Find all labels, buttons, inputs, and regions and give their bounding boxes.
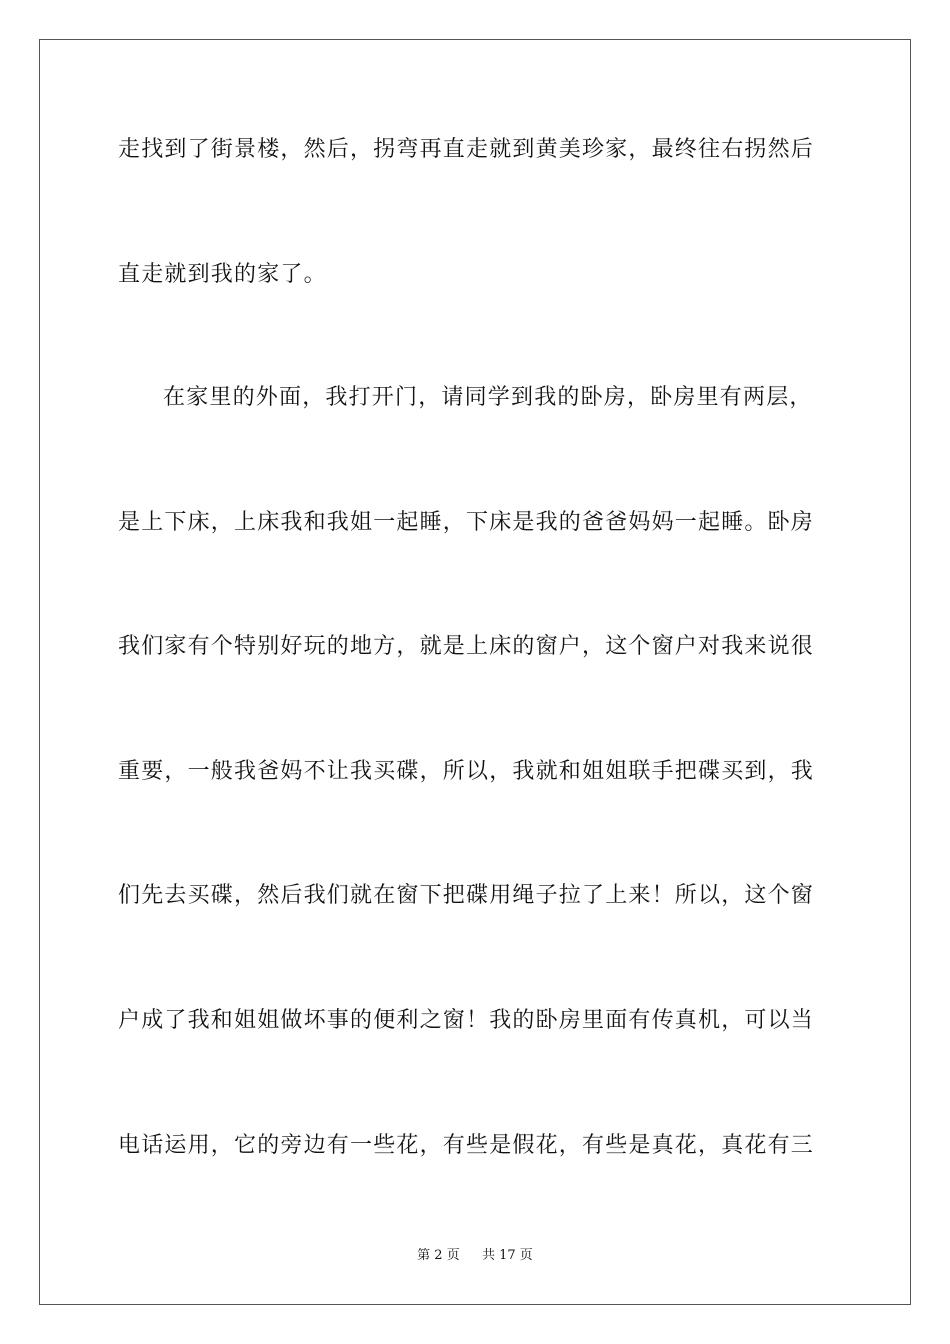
- text-line-4: 是上下床，上床我和我姐一起睡，下床是我的爸爸妈妈一起睡。卧房: [118, 510, 815, 535]
- text-line-8: 户成了我和姐姐做坏事的便利之窗！我的卧房里面有传真机，可以当: [118, 1008, 815, 1033]
- text-line-5: 我们家有个特别好玩的地方，就是上床的窗户，这个窗户对我来说很: [118, 634, 815, 659]
- text-line-1: 走找到了街景楼，然后，拐弯再直走就到黄美珍家，最终往右拐然后: [118, 137, 815, 162]
- text-line-9: 电话运用，它的旁边有一些花，有些是假花，有些是真花，真花有三: [118, 1133, 815, 1158]
- text-line-7: 们先去买碟，然后我们就在窗下把碟用绳子拉了上来！所以，这个窗: [118, 883, 815, 908]
- text-line-6: 重要，一般我爸妈不让我买碟，所以，我就和姐姐联手把碟买到，我: [118, 759, 815, 784]
- page-total: 共 17 页: [482, 1248, 533, 1263]
- text-line-2: 直走就到我的家了。: [118, 262, 327, 287]
- page-number: 第 2 页: [417, 1248, 460, 1263]
- paragraph-start-line-3: 在家里的外面，我打开门，请同学到我的卧房，卧房里有两层，: [163, 385, 813, 410]
- page-border: [39, 39, 911, 1305]
- page-footer: [0, 1247, 950, 1265]
